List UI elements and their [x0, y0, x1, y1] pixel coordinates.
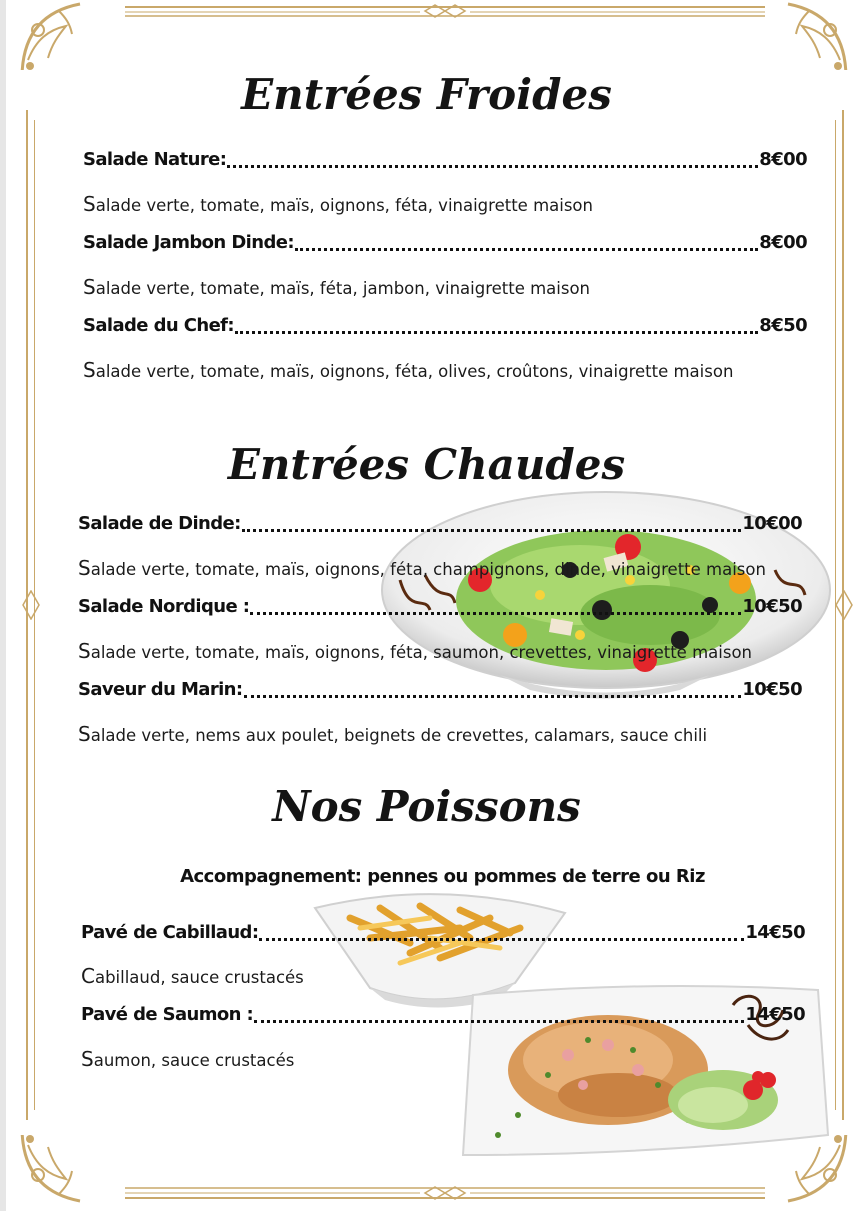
item-price: 8€00 [759, 149, 807, 170]
bottom-ornament [125, 1186, 765, 1200]
item-description: Salade verte, nems aux poulet, beignets de crevettes, calamars, sauce chili [78, 722, 708, 746]
menu-item-pave-de-cabillaud [81, 922, 805, 948]
corner-ornament-bottom-left [18, 1135, 88, 1205]
item-price: 10€00 [742, 513, 802, 534]
item-name: Salade de Dinde: [78, 513, 241, 534]
item-price: 10€50 [742, 679, 802, 700]
item-name: Salade Nordique : [78, 596, 250, 617]
item-description: Saumon, sauce crustacés [81, 1047, 295, 1071]
top-ornament [125, 4, 765, 18]
leader-dots [244, 681, 742, 698]
menu-item-salade-du-chef [83, 315, 807, 341]
leader-dots [254, 1006, 744, 1023]
item-name: Pavé de Saumon : [81, 1004, 254, 1025]
menu-item-salade-de-dinde [78, 513, 802, 539]
item-description: Salade verte, tomate, maïs, oignons, féta, vinaigrette maison [83, 192, 593, 216]
corner-ornament-top-left [18, 0, 88, 70]
section-title-nos-poissons: Nos Poissons [272, 782, 581, 831]
item-name: Salade Jambon Dinde: [83, 232, 294, 253]
item-price: 10€50 [742, 596, 802, 617]
accompagnement-note: Accompagnement: pennes ou pommes de terre ou Riz [180, 866, 705, 887]
item-description: Salade verte, tomate, maïs, oignons, féta, saumon, crevettes, vinaigrette maison [78, 639, 753, 663]
menu-item-salade-jambon-dinde [83, 232, 807, 258]
section-title-entrees-froides: Entrées Froides [241, 70, 612, 119]
leader-dots [242, 515, 742, 532]
item-price: 8€50 [759, 315, 807, 336]
leader-dots [250, 598, 741, 615]
item-price: 14€50 [745, 1004, 805, 1025]
item-name: Salade du Chef: [83, 315, 235, 336]
leader-dots [235, 317, 758, 334]
item-name: Salade Nature: [83, 149, 227, 170]
item-price: 14€50 [745, 922, 805, 943]
item-name: Saveur du Marin: [78, 679, 243, 700]
menu-item-pave-de-saumon [81, 1004, 805, 1030]
item-description: Salade verte, tomate, maïs, oignons, féta, champignons, dinde, vinaigrette maison [78, 556, 766, 580]
section-title-entrees-chaudes: Entrées Chaudes [227, 440, 626, 489]
menu-item-saveur-du-marin [78, 679, 802, 705]
leader-dots [295, 234, 758, 251]
leader-dots [227, 151, 758, 168]
corner-ornament-top-right [780, 0, 850, 70]
item-description: Cabillaud, sauce crustacés [81, 964, 304, 988]
menu-item-salade-nordique [78, 596, 802, 622]
item-name: Pavé de Cabillaud: [81, 922, 259, 943]
right-diamond-ornament [835, 590, 853, 620]
item-price: 8€00 [759, 232, 807, 253]
left-diamond-ornament [22, 590, 40, 620]
item-description: Salade verte, tomate, maïs, féta, jambon, vinaigrette maison [83, 275, 591, 299]
page-edge [0, 0, 6, 1211]
menu-item-salade-nature [83, 149, 807, 175]
item-description: Salade verte, tomate, maïs, oignons, féta, olives, croûtons, vinaigrette maison [83, 358, 734, 382]
leader-dots [259, 924, 744, 941]
